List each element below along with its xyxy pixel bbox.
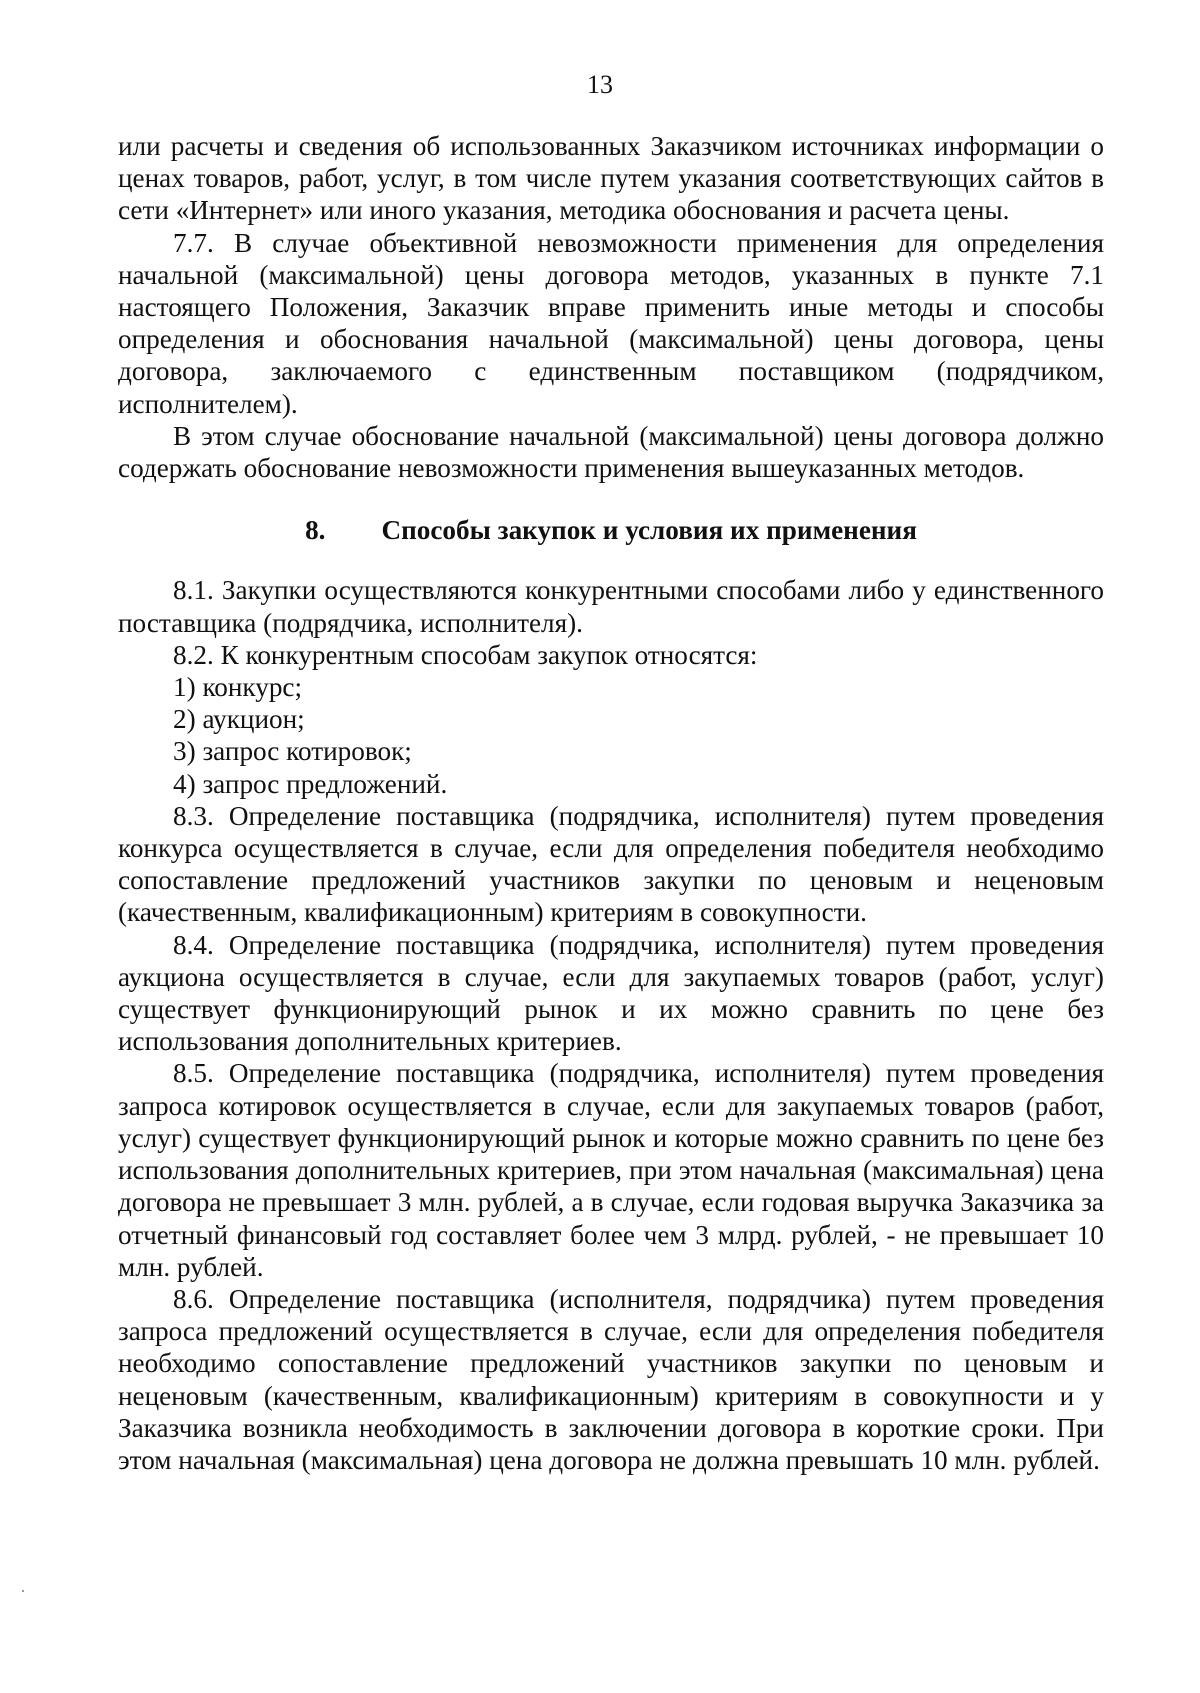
paragraph-8-3: 8.3. Определение поставщика (подрядчика, исполнителя) путем проведения конкурса осуществляется в случае, если для определения победителя необходимо сопоставление предложений участников закупки по ценовым и неценовым (качественным, квалификационным) критериям в совокупности. (118, 800, 1104, 928)
paragraph-8-2: 8.2. К конкурентным способам закупок относятся: (173, 639, 758, 670)
paragraph-8-1: 8.1. Закупки осуществляются конкурентными способами либо у единственного поставщика (подрядчика, исполнителя). (118, 575, 1104, 638)
paragraph-8-5: 8.5. Определение поставщика (подрядчика, исполнителя) путем проведения запроса котировок осуществляется в случае, если для закупаемых товаров (работ, услуг) существует функционирующий рынок и которые можно сравнить по цене без использования дополнительных критериев, при этом начальная (максимальная) цена договора не превышает 3 млн. рублей, а в случае, если годовая выручка Заказчика за отчетный финансовый год составляет более чем 3 млрд. рублей, - не превышает 10 млн. рублей. (118, 1058, 1104, 1282)
page-number: 13 (587, 70, 613, 99)
section-heading-8 (118, 514, 1104, 546)
section-number: 8. (305, 515, 326, 546)
paragraph-continuation: или расчеты и сведения об использованных Заказчиком источниках информации о ценах товаров, работ, услуг, в том числе путем указания соответствующих сайтов в сети «Интернет» или иного указания, методика обоснования и расчета цены. (118, 131, 1104, 226)
paragraph-8-4: 8.4. Определение поставщика (подрядчика, исполнителя) путем проведения аукциона осуществляется в случае, если для закупаемых товаров (работ, услуг) существует функционирующий рынок и их можно сравнить по цене без использования дополнительных критериев. (118, 929, 1104, 1057)
list-item: 1) конкурс; (173, 672, 303, 703)
scan-speck (22, 1590, 24, 1592)
paragraph-8-6: 8.6. Определение поставщика (исполнителя, подрядчика) путем проведения запроса предложений осуществляется в случае, если для определения победителя необходимо сопоставление предложений участников закупки по ценовым и неценовым (качественным, квалификационным) критериям в совокупности и у Заказчика возникла необходимость в заключении договора в короткие сроки. При этом начальная (максимальная) цена договора не должна превышать 10 млн. рублей. (118, 1283, 1104, 1475)
list-item: 3) запрос котировок; (173, 736, 412, 767)
paragraph-7-7-b: В этом случае обоснование начальной (максимальной) цены договора должно содержать обоснование невозможности применения вышеуказанных методов. (118, 420, 1104, 484)
paragraph-7-7: 7.7. В случае объективной невозможности применения для определения начальной (максимальной) цены договора методов, указанных в пункте 7.1 настоящего Положения, Заказчик вправе применить иные методы и способы определения и обоснования начальной (максимальной) цены договора, цены договора, заключаемого с единственным поставщиком (подрядчиком, исполнителем). (118, 227, 1104, 419)
document-body (118, 130, 1104, 1476)
section-title: Способы закупок и условия их применения (381, 515, 917, 546)
list-item: 4) запрос предложений. (173, 768, 448, 799)
list-item: 2) аукцион; (173, 704, 305, 735)
